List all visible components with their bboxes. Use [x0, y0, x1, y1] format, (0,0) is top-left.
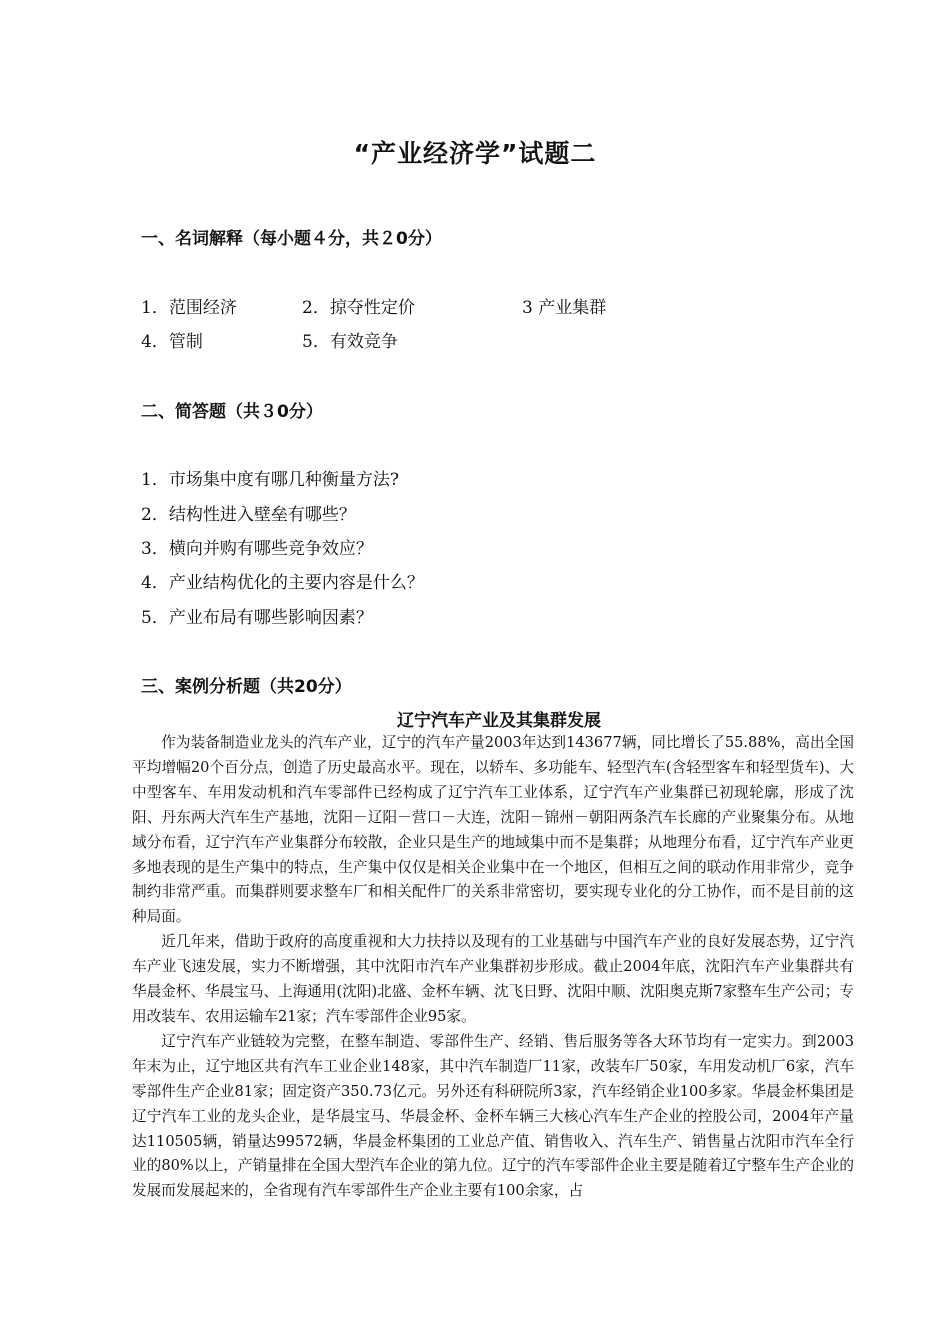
section-1-heading: 一、名词解释（每小题４分，共２0分）: [141, 229, 442, 249]
question-item: 2．结构性进入壁垒有哪些？: [141, 505, 356, 525]
case-paragraph: 辽宁汽车产业链较为完整，在整车制造、零部件生产、经销、售后服务等各大环节均有一定实力。到2003年末为止，辽宁地区共有汽车工业企业148家，其中汽车制造厂11家，改装车厂50家，车用发动机厂6家，汽车零部件生产企业81家；固定资产350.73亿元。另外还有科研院所3家，汽车经销企业100多家。华晨金杯集团是辽宁汽车工业的龙头企业，是华晨宝马、华晨金杯、金杯车辆三大核心汽车生产企业的控股公司，2004年产量达110505辆，销量达99572辆，华晨金杯集团的工业总产值、销售收入、汽车生产、销售量占沈阳市汽车全行业的80%以上，产销量排在全国大型汽车企业的第九位。辽宁的汽车零部件企业主要是随着辽宁整车生产企业的发展而发展起来的，全省现有汽车零部件生产企业主要有100余家，占: [132, 1032, 854, 1200]
case-paragraph: 作为装备制造业龙头的汽车产业，辽宁的汽车产量2003年达到143677辆，同比增长了55.88%，高出全国平均增幅20个百分点，创造了历史最高水平。现在，以轿车、多功能车、轻型汽车(含轻型客车和轻型货车)、大中型客车、车用发动机和汽车零部件已经构成了辽宁汽车工业体系，辽宁汽车产业集群已初现轮廓，形成了沈阳、丹东两大汽车生产基地，沈阳－辽阳－营口－大连，沈阳－锦州－朝阳两条汽车长廊的产业聚集分布。从地域分布看，辽宁汽车产业集群分布较散，企业只是生产的地域集中而不是集群；从地理分布看，辽宁汽车产业更多地表现的是生产集中的特点，生产集中仅仅是相关企业集中在一个地区，但相互之间的联动作用非常少，竞争制约非常严重。而集群则要求整车厂和相关配件厂的关系非常密切，要实现专业化的分工协作，而不是目前的这种局面。: [132, 734, 854, 926]
case-paragraph: 近几年来，借助于政府的高度重视和大力扶持以及现有的工业基础与中国汽车产业的良好发展态势，辽宁汽车产业飞速发展，实力不断增强，其中沈阳市汽车产业集群初步形成。截止2004年底，沈阳汽车产业集群共有华晨金杯、华晨宝马、上海通用(沈阳)北盛、金杯车辆、沈飞日野、沈阳中顺、沈阳奥克斯7家整车生产公司；专用改装车、农用运输车21家；汽车零部件企业95家。: [132, 933, 854, 1025]
case-title: 辽宁汽车产业及其集群发展: [397, 711, 601, 731]
term-item: 1．范围经济: [141, 298, 237, 318]
question-item: 1．市场集中度有哪几种衡量方法?: [141, 470, 399, 490]
question-item: 5．产业布局有哪些影响因素？: [141, 608, 373, 628]
question-item: 4．产业结构优化的主要内容是什么？: [141, 573, 424, 593]
term-item: 3 产业集群: [522, 298, 607, 318]
page-title: “产业经济学”试题二: [353, 139, 597, 168]
section-2-heading: 二、简答题（共３0分）: [141, 402, 323, 422]
term-item: 5．有效竞争: [302, 332, 398, 352]
question-item: 3．横向并购有哪些竞争效应？: [141, 539, 373, 559]
section-3-heading: 三、案例分析题（共20分）: [141, 677, 352, 697]
term-item: 2．掠夺性定价: [302, 298, 415, 318]
case-body: [132, 731, 854, 1204]
term-item: 4．管制: [141, 332, 203, 352]
